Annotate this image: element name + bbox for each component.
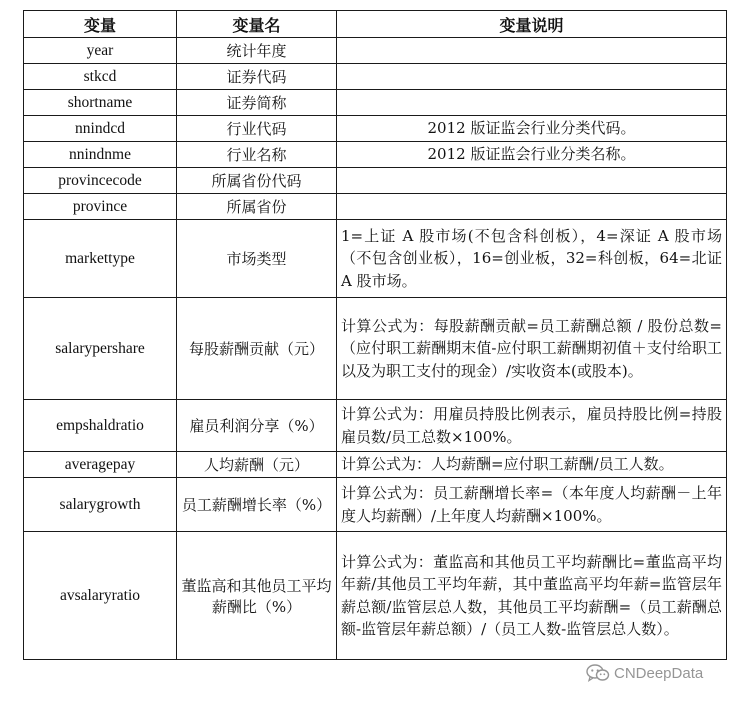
cell-variable: salarygrowth	[24, 478, 177, 532]
watermark	[586, 662, 703, 684]
cell-name: 市场类型	[177, 220, 337, 298]
cell-name: 雇员利润分享（%）	[177, 400, 337, 452]
cell-description	[337, 38, 727, 64]
cell-variable: markettype	[24, 220, 177, 298]
cell-name: 人均薪酬（元）	[177, 452, 337, 478]
cell-variable: nnindcd	[24, 116, 177, 142]
cell-name: 所属省份代码	[177, 168, 337, 194]
cell-variable: province	[24, 194, 177, 220]
table-row	[24, 452, 727, 478]
table-row	[24, 220, 727, 298]
cell-variable: shortname	[24, 90, 177, 116]
cell-name: 统计年度	[177, 38, 337, 64]
watermark-text: CNDeepData	[614, 664, 704, 682]
cell-variable: empshaldratio	[24, 400, 177, 452]
cell-description: 计算公式为：每股薪酬贡献=员工薪酬总额 / 股份总数=（应付职工薪酬期末值-应付职工薪酬期初值＋支付给职工以及为职工支付的现金）/实收资本(或股本)。	[337, 298, 727, 400]
cell-description: 2012 版证监会行业分类名称。	[337, 142, 727, 168]
cell-description: 计算公式为：董监高和其他员工平均薪酬比=董监高平均年薪/其他员工平均年薪，其中董监高平均年薪=监管层年薪总额/监管层总人数，其他员工平均薪酬=（员工薪酬总额-监管层年薪总额）/（员工人数-监管层总人数）。	[337, 532, 727, 660]
cell-variable: stkcd	[24, 64, 177, 90]
cell-description	[337, 64, 727, 90]
cell-variable: nnindnme	[24, 142, 177, 168]
cell-description: 计算公式为：用雇员持股比例表示，雇员持股比例=持股雇员数/员工总数×100%。	[337, 400, 727, 452]
cell-name: 员工薪酬增长率（%）	[177, 478, 337, 532]
cell-description: 计算公式为：员工薪酬增长率=（本年度人均薪酬－上年度人均薪酬）/上年度人均薪酬×100%。	[337, 478, 727, 532]
variable-table	[23, 10, 727, 660]
cell-description	[337, 90, 727, 116]
cell-name: 证券简称	[177, 90, 337, 116]
cell-name: 所属省份	[177, 194, 337, 220]
cell-name: 行业代码	[177, 116, 337, 142]
cell-name: 每股薪酬贡献（元）	[177, 298, 337, 400]
cell-name: 证券代码	[177, 64, 337, 90]
cell-variable: provincecode	[24, 168, 177, 194]
cell-description: 计算公式为：人均薪酬=应付职工薪酬/员工人数。	[337, 452, 727, 478]
header-description: 变量说明	[337, 11, 727, 38]
table-row	[24, 168, 727, 194]
table-row	[24, 478, 727, 532]
table-row	[24, 116, 727, 142]
cell-description	[337, 194, 727, 220]
wechat-icon	[586, 664, 610, 682]
cell-variable: year	[24, 38, 177, 64]
table-row	[24, 400, 727, 452]
cell-variable: avsalaryratio	[24, 532, 177, 660]
table-row	[24, 142, 727, 168]
table-row	[24, 38, 727, 64]
cell-description: 1=上证 A 股市场(不包含科创板），4=深证 A 股市场（不包含创业板），16=创业板，32=科创板，64=北证 A 股市场。	[337, 220, 727, 298]
table-header-row	[24, 11, 727, 38]
header-name: 变量名	[177, 11, 337, 38]
header-variable: 变量	[24, 11, 177, 38]
table-row	[24, 532, 727, 660]
cell-name: 行业名称	[177, 142, 337, 168]
table-row	[24, 194, 727, 220]
table-row	[24, 90, 727, 116]
cell-variable: salarypershare	[24, 298, 177, 400]
cell-description	[337, 168, 727, 194]
cell-variable: averagepay	[24, 452, 177, 478]
cell-description: 2012 版证监会行业分类代码。	[337, 116, 727, 142]
table-row	[24, 64, 727, 90]
table-row	[24, 298, 727, 400]
cell-name: 董监高和其他员工平均薪酬比（%）	[177, 532, 337, 660]
